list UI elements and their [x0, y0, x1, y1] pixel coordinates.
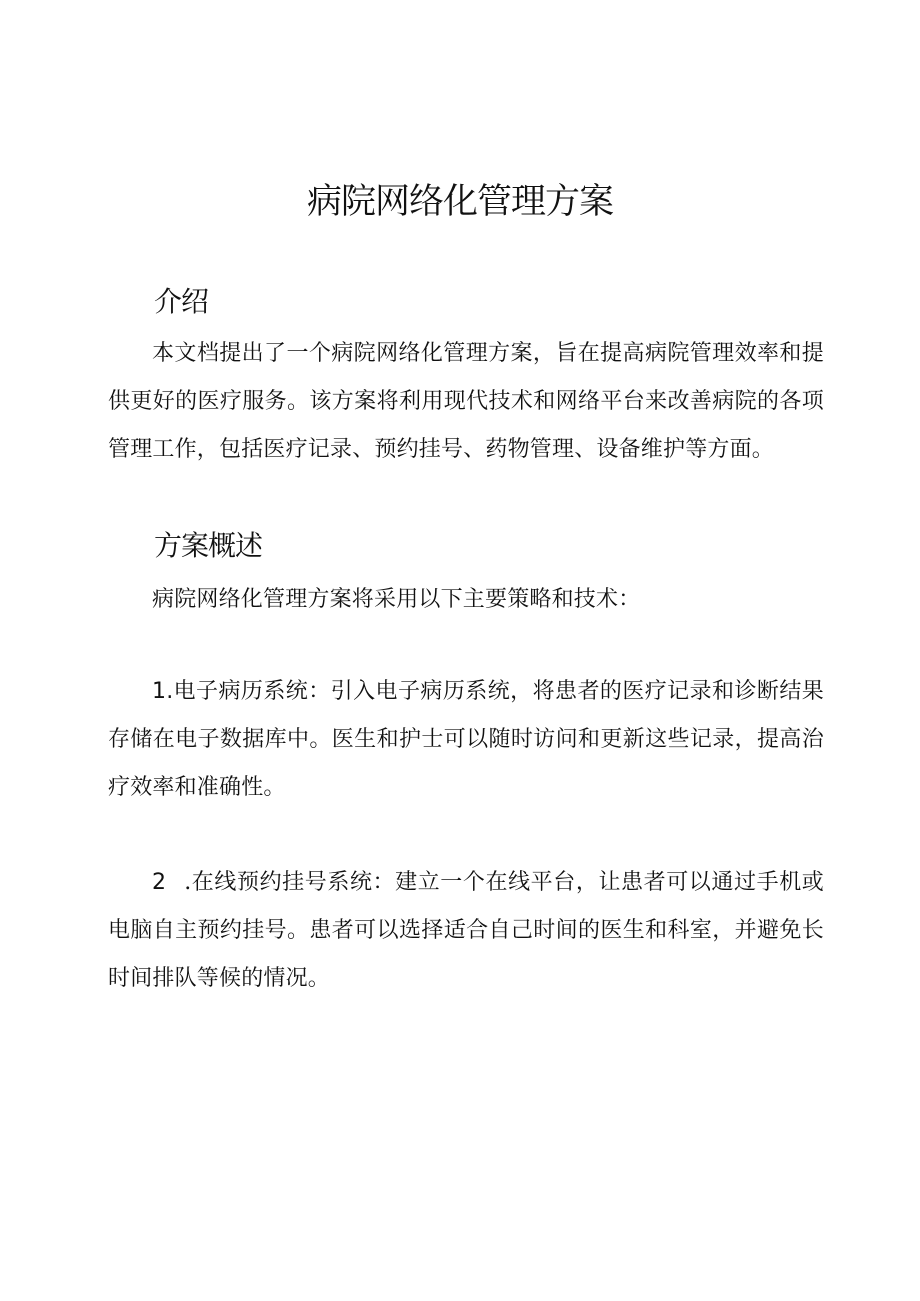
- list-item-text: 电子病历系统：引入电子病历系统，将患者的医疗记录和诊断结果存储在电子数据库中。医生和护士可以随时访问和更新这些记录，提高治疗效率和准确性。: [108, 679, 824, 800]
- list-item-text: .在线预约挂号系统：建立一个在线平台，让患者可以通过手机或电脑自主预约挂号。患者可以选择适合自己时间的医生和科室，并避免长时间排队等候的情况。: [108, 870, 824, 991]
- intro-paragraph: 本文档提出了一个病院网络化管理方案，旨在提高病院管理效率和提供更好的医疗服务。该方案将利用现代技术和网络平台来改善病院的各项管理工作，包括医疗记录、预约挂号、药物管理、设备维护等方面。: [108, 341, 824, 462]
- section-heading-intro: 介绍: [154, 285, 209, 318]
- overview-lead-paragraph: 病院网络化管理方案将采用以下主要策略和技术：: [152, 587, 641, 612]
- list-item-online-booking: [108, 859, 824, 1003]
- list-item-number: 1.: [152, 679, 174, 704]
- document-title: 病院网络化管理方案: [306, 182, 613, 222]
- section-heading-overview: 方案概述: [154, 529, 263, 562]
- list-item-electronic-records: [108, 668, 824, 812]
- list-item-number: 2: [152, 870, 167, 895]
